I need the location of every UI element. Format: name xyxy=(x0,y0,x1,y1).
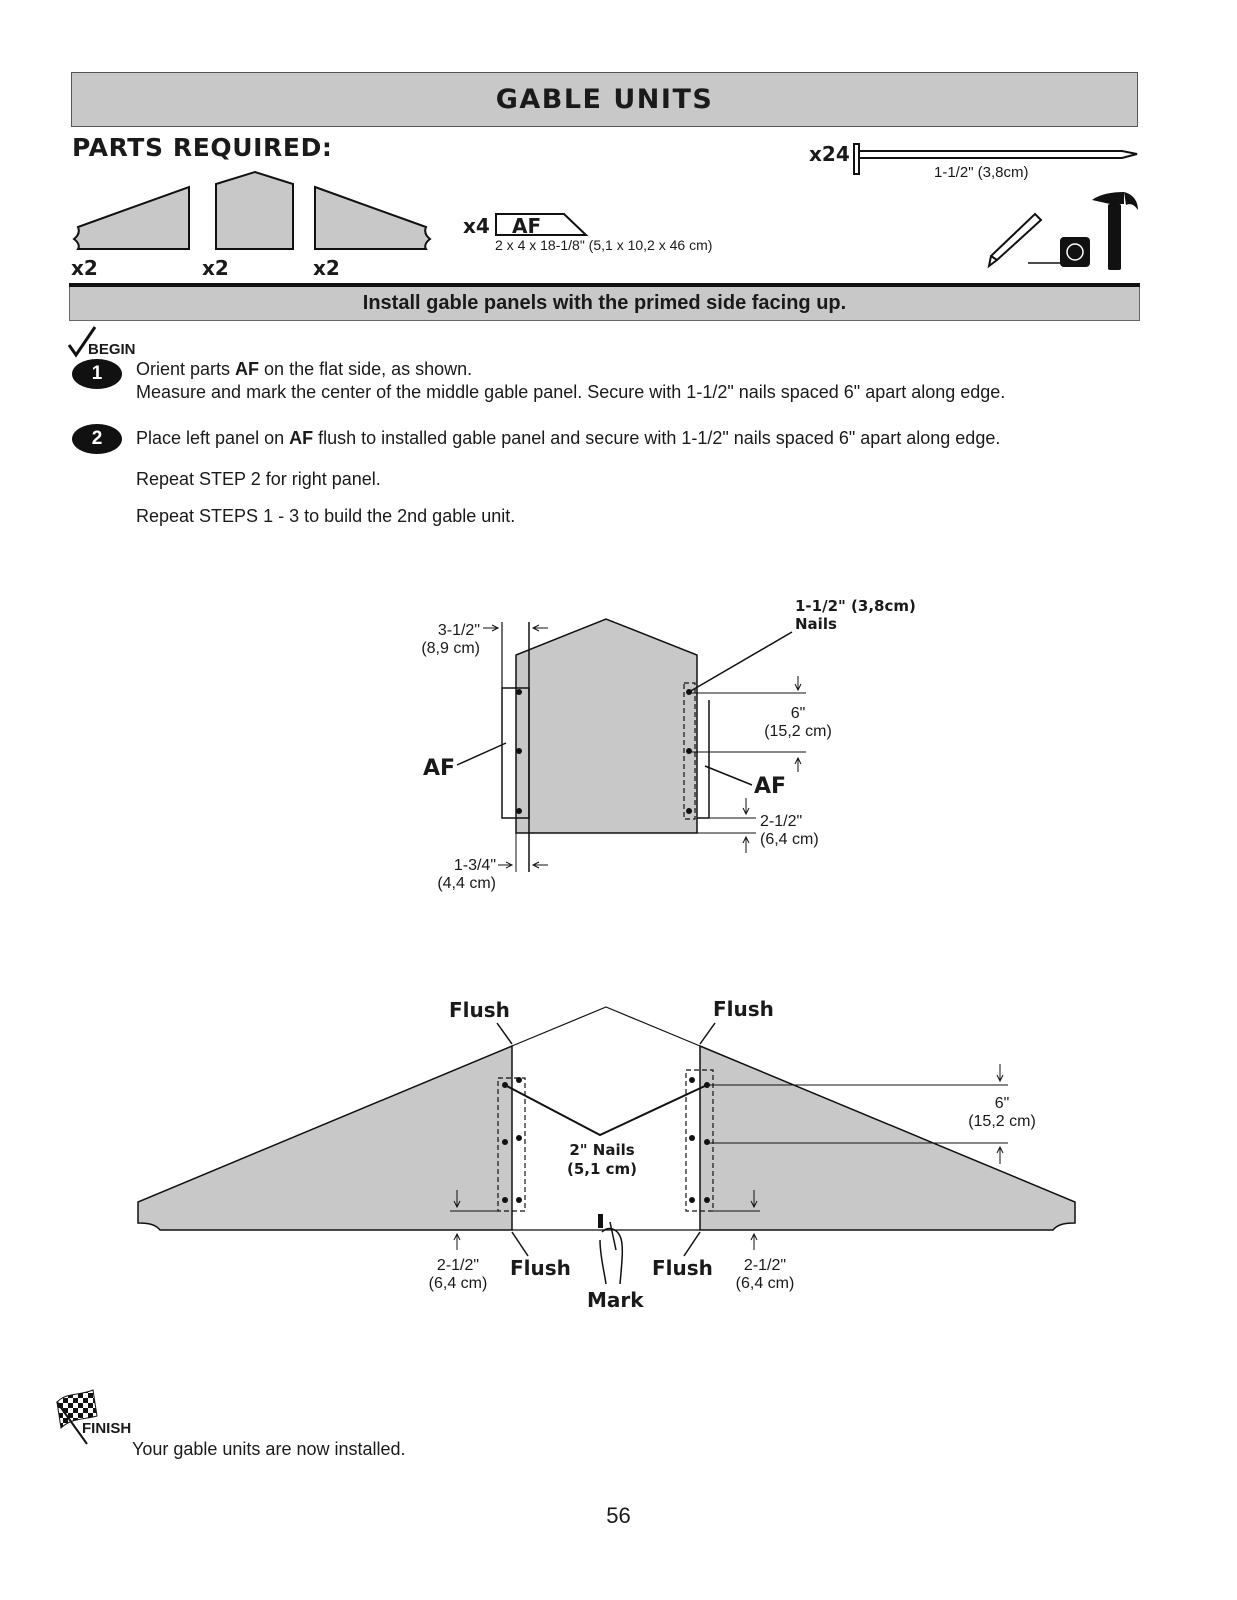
dim-left-2-1-2 xyxy=(420,1257,496,1293)
page-title: GABLE UNITS xyxy=(495,84,714,115)
nails-label-word: Nails xyxy=(795,615,837,633)
finish-label: FINISH xyxy=(82,1420,132,1437)
two-inch-nails-label xyxy=(560,1141,644,1179)
step-1-part: AF xyxy=(235,359,260,379)
left-panel-qty: x2 xyxy=(71,256,98,280)
hand-marking-icon xyxy=(598,1214,622,1284)
page-number: 56 xyxy=(606,1503,631,1528)
dim-right-cm: (6,4 cm) xyxy=(735,1275,795,1292)
finish-text: Your gable units are now installed. xyxy=(132,1439,406,1459)
step-3-line: Repeat STEP 2 for right panel. xyxy=(136,469,381,489)
two-inch-nails-cm: (5,1 cm) xyxy=(566,1160,638,1178)
af-left-label: AF xyxy=(423,756,456,781)
af-right-label: AF xyxy=(754,774,787,799)
dim-3-1-2-in: 3-1/2" xyxy=(437,622,480,639)
dim-6-assembly-cm: (15,2 cm) xyxy=(968,1113,1036,1130)
dim-2-1-2-cm: (6,4 cm) xyxy=(760,831,819,848)
flush-top-right: Flush xyxy=(713,997,774,1021)
af-size: 2 x 4 x 18-1/8" (5,1 x 10,2 x 46 cm) xyxy=(495,237,713,253)
flush-bottom-left: Flush xyxy=(510,1256,571,1280)
step-2-text: Place left panel on xyxy=(136,428,290,448)
middle-panel-qty: x2 xyxy=(202,256,229,280)
step-1-line-b: Measure and mark the center of the middle gable panel. Secure with 1-1/2" nails spaced 6" apart along edge. xyxy=(136,382,1006,402)
dim-left-cm: (6,4 cm) xyxy=(428,1275,488,1292)
af-label: AF xyxy=(512,214,542,238)
step-1-text: Orient parts xyxy=(136,359,236,379)
dim-6-assembly xyxy=(960,1095,1044,1131)
mark-label: Mark xyxy=(587,1288,644,1312)
dim-6-in: 6" xyxy=(790,705,806,722)
left-side-panel-shape xyxy=(138,1046,512,1230)
dim-1-3-4-in: 1-3/4" xyxy=(453,857,496,874)
dim-3-1-2-cm: (8,9 cm) xyxy=(421,640,480,657)
dim-2-1-2-in: 2-1/2" xyxy=(760,813,803,830)
install-note: Install gable panels with the primed side facing up. xyxy=(362,292,847,314)
step-2-text-end: flush to installed gable panel and secure with 1-1/2" nails spaced 6" apart along edge. xyxy=(313,428,1001,448)
step-1-number: 1 xyxy=(91,363,103,384)
dim-left-in: 2-1/2" xyxy=(436,1257,480,1274)
step-4-line: Repeat STEPS 1 - 3 to build the 2nd gable unit. xyxy=(136,506,516,526)
right-panel-qty: x2 xyxy=(313,256,340,280)
dim-right-in: 2-1/2" xyxy=(743,1257,787,1274)
middle-panel-outline xyxy=(512,1007,700,1230)
step-2-part: AF xyxy=(289,428,314,448)
checkered-flag-icon xyxy=(53,1388,101,1446)
step-2-number: 2 xyxy=(91,428,103,449)
dim-1-3-4-cm: (4,4 cm) xyxy=(437,875,496,892)
parts-heading: PARTS REQUIRED: xyxy=(72,133,333,162)
nail-qty: x24 xyxy=(809,142,850,166)
step-1-text-end: on the flat side, as shown. xyxy=(259,359,473,379)
af-qty: x4 xyxy=(463,214,490,238)
dim-6-cm: (15,2 cm) xyxy=(764,723,832,740)
nail-size: 1-1/2" (3,8cm) xyxy=(934,164,1029,181)
flush-bottom-right: Flush xyxy=(652,1256,713,1280)
nails-label-size: 1-1/2" (3,8cm) xyxy=(795,597,916,615)
dim-right-2-1-2 xyxy=(727,1257,803,1293)
begin-label: BEGIN xyxy=(88,341,136,358)
dim-6-assembly-in: 6" xyxy=(994,1095,1010,1112)
two-inch-nails-size: 2" Nails xyxy=(569,1141,635,1159)
flush-top-left: Flush xyxy=(449,998,510,1022)
